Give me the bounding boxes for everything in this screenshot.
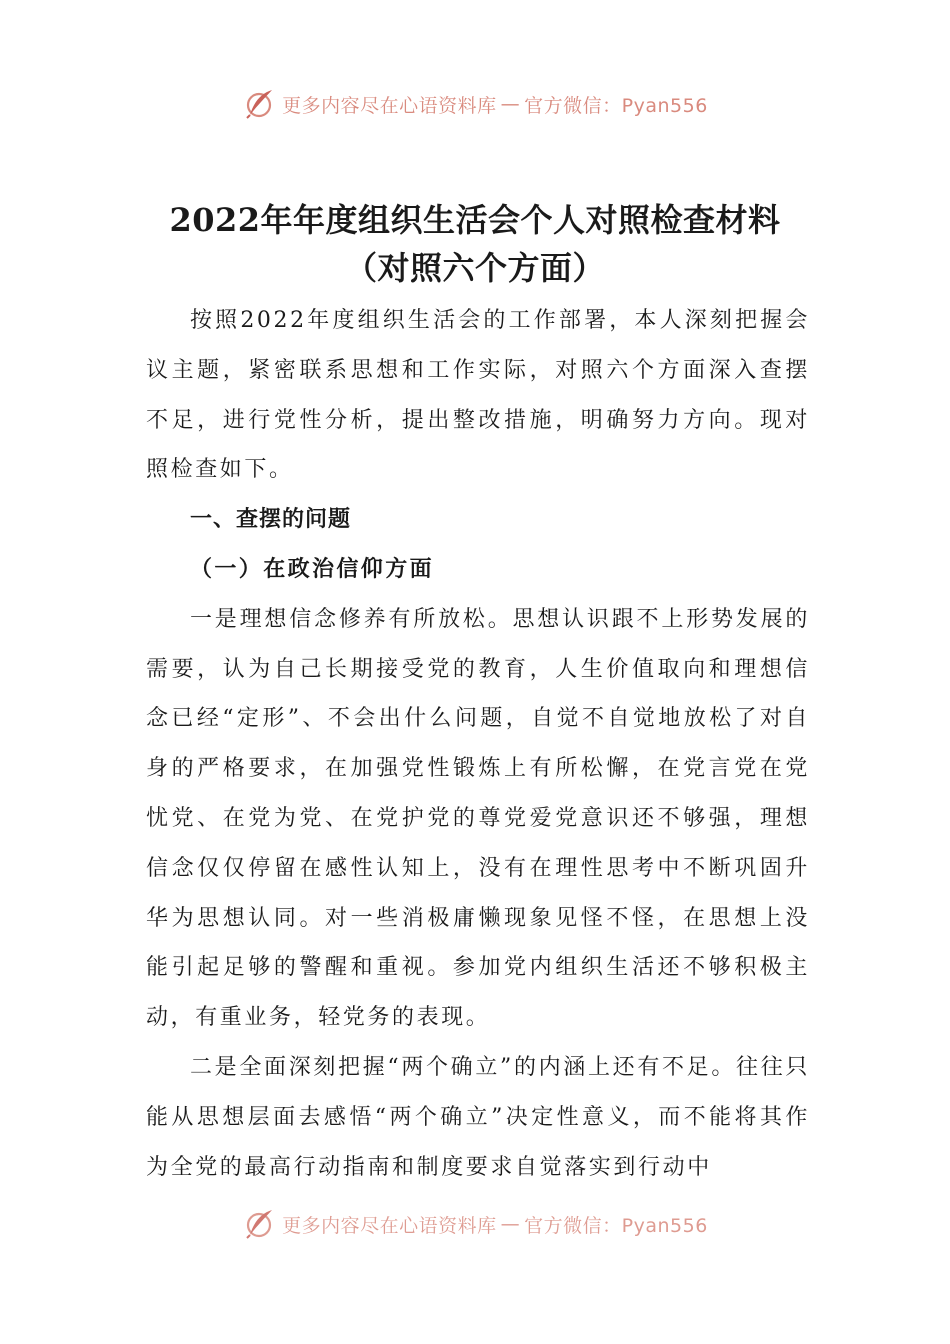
section-heading: 一、查摆的问题 <box>190 507 352 533</box>
feather-quill-logo-icon <box>242 87 276 121</box>
intro-paragraph: 按照2022年度组织生活会的工作部署，本人深刻把握会议主题，紧密联系思想和工作实际，对照六个方面深入查摆不足，进行党性分析，提出整改措施，明确努力方向。现对照检查如下。 <box>146 308 810 483</box>
watermark-separator: — <box>500 93 521 115</box>
document-body <box>146 296 810 1192</box>
watermark-text: 更多内容尽在心语资料库 <box>282 94 497 117</box>
title-line-1: 2022年年度组织生活会个人对照检查材料 <box>169 201 781 239</box>
watermark-text: 更多内容尽在心语资料库 <box>282 1214 497 1237</box>
subsection-heading: （一）在政治信仰方面 <box>190 555 435 582</box>
header-watermark <box>0 84 950 124</box>
watermark-separator: — <box>500 1213 521 1235</box>
watermark-contact: 官方微信：Pyan556 <box>524 1214 708 1237</box>
document-title <box>140 196 810 292</box>
feather-quill-logo-icon <box>242 1207 276 1241</box>
body-paragraph-1: 一是理想信念修养有所放松。思想认识跟不上形势发展的需要，认为自己长期接受党的教育，人生价值取向和理想信念已经“定形”、不会出什么问题，自觉不自觉地放松了对自身的严格要求，在加强党性锻炼上有所松懈，在党言党在党忧党、在党为党、在党护党的尊党爱党意识还不够强，理想信念仅仅停留在感性认知上，没有在理性思考中不断巩固升华为思想认同。对一些消极庸懒现象见怪不怪，在思想上没能引起足够的警醒和重视。参加党内组织生活还不够积极主动，有重业务，轻党务的表现。 <box>146 606 810 1031</box>
watermark-contact: 官方微信：Pyan556 <box>524 94 708 117</box>
title-line-2: （对照六个方面） <box>344 249 605 287</box>
footer-watermark <box>0 1204 950 1244</box>
body-paragraph-2: 二是全面深刻把握“两个确立”的内涵上还有不足。往往只能从思想层面去感悟“两个确立”决定性意义，而不能将其作为全党的最高行动指南和制度要求自觉落实到行动中 <box>146 1054 810 1180</box>
